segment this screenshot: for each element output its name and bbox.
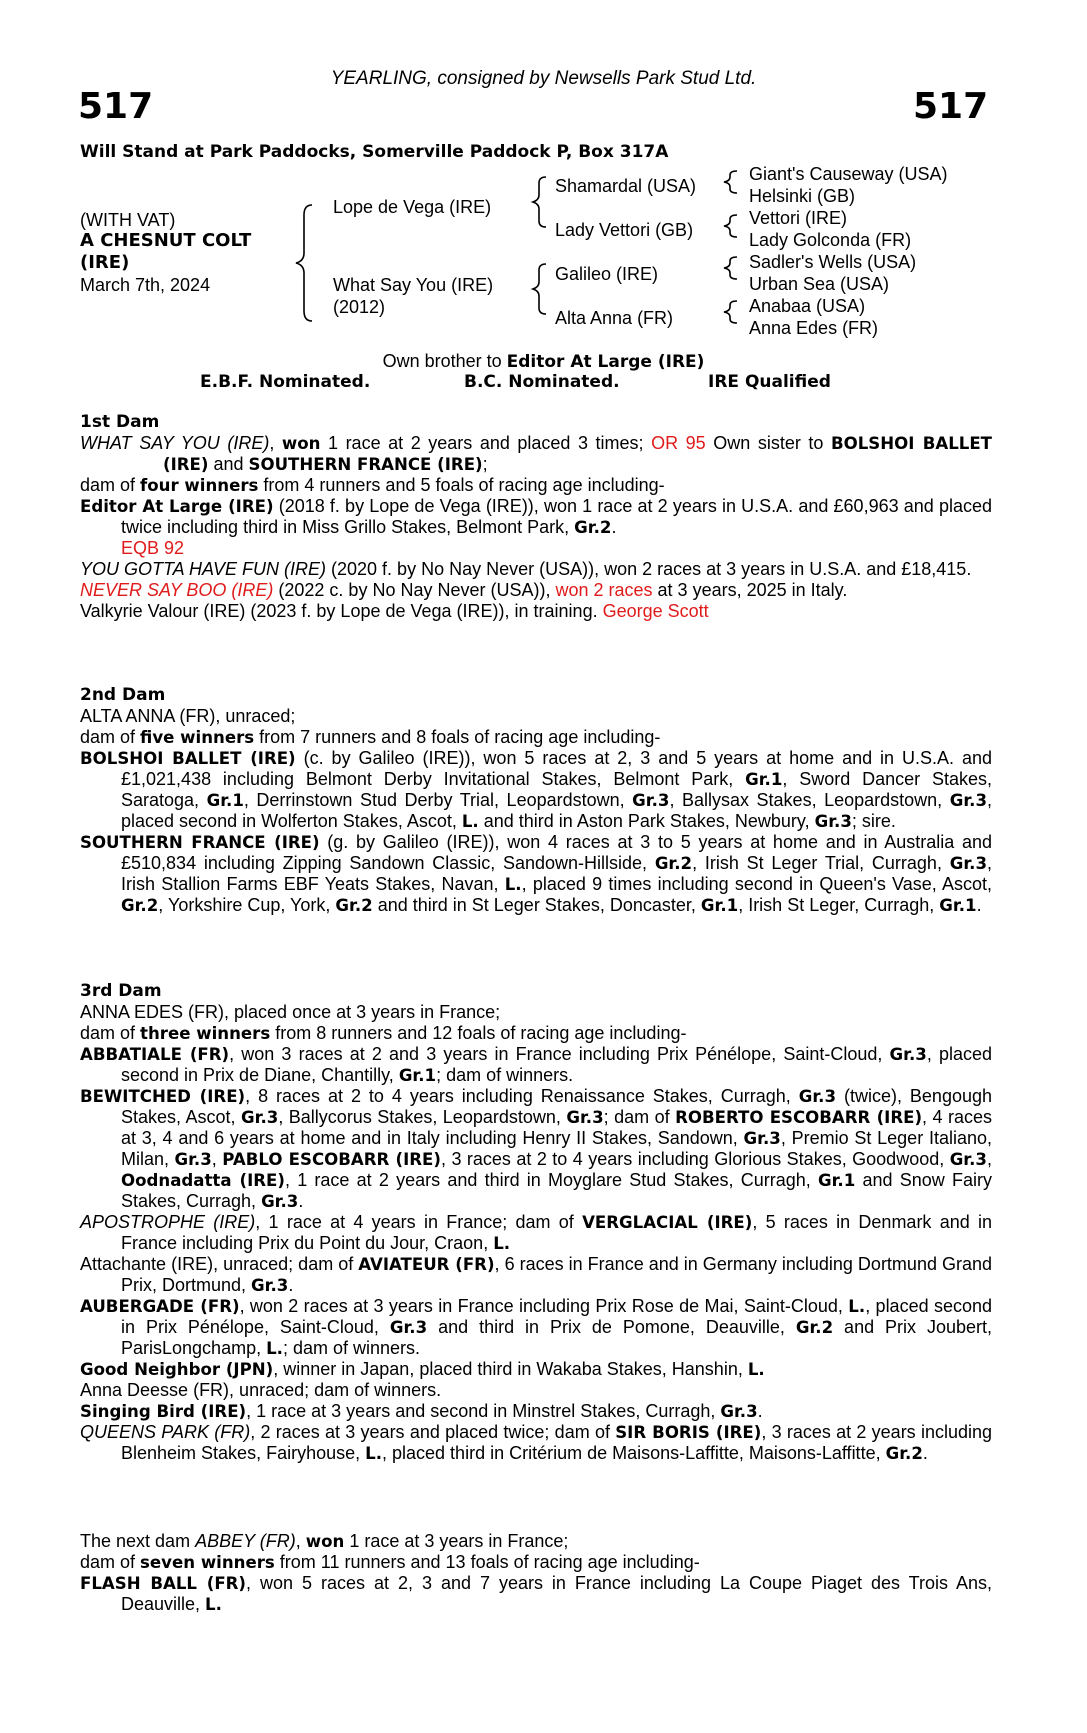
third-dam-offspring-aubergade: AUBERGADE (FR), won 2 races at 3 years in France including Prix Rose de Mai, Saint-Cloud, L., placed second in Prix Pénélope, Saint-Cloud, Gr.3 and third in Prix de Pomone, Deauville, Gr.2 and Prix Joubert, ParisLongchamp, L.; dam of winners. <box>80 1296 993 1358</box>
pedigree-dam-dam: Alta Anna (FR) <box>555 308 674 328</box>
third-dam-record: ANNA EDES (FR), placed once at 3 years in France; <box>80 1002 501 1022</box>
pedigree-ggs-7: Anabaa (USA) <box>749 296 866 316</box>
pedigree-sire: Lope de Vega (IRE) <box>333 197 492 217</box>
second-dam-record: ALTA ANNA (FR), unraced; <box>80 706 296 726</box>
pedigree-dam: What Say You (IRE) <box>333 275 494 295</box>
first-dam-section <box>80 412 992 622</box>
pedigree-dam-year: (2012) <box>333 297 386 317</box>
next-dam-record: The next dam ABBEY (FR), won 1 race at 3 years in France; <box>80 1531 569 1551</box>
vat-note: (WITH VAT) <box>80 210 176 230</box>
bc-nominated: B.C. Nominated. <box>464 372 620 392</box>
second-dam-heading: 2nd Dam <box>80 685 166 705</box>
third-dam-grand-bewitched: BEWITCHED (IRE), 8 races at 2 to 4 years including Renaissance Stakes, Curragh, Gr.3 (twice), Bengough Stakes, Ascot, Gr.3, Ballycorus Stakes, Leopardstown, Gr.3; dam of ROBERTO ESCOBARR (IRE), 4 races at 3, 4 and 6 years at home and in Italy including Henry II Stakes, Sandown, Gr.3, Premio St Leger Italiano, Milan, Gr.3, PABLO ESCOBARR (IRE), 3 races at 2 to 4 years including Glorious Stakes, Goodwood, Gr.3, Oodnadatta (IRE), 1 race at 2 years and third in Moyglare Stud Stakes, Curragh, Gr.1 and Snow Fairy Stakes, Curragh, Gr.3. <box>80 1086 993 1211</box>
third-dam-grand-attachante: Attachante (IRE), unraced; dam of AVIATEUR (FR), 6 races in France and in Germany including Dortmund Grand Prix, Dortmund, Gr.3. <box>80 1254 993 1295</box>
third-dam-heading: 3rd Dam <box>80 981 162 1001</box>
pedigree-ggs-6: Urban Sea (USA) <box>749 274 890 294</box>
pedigree-ggs-1: Giant's Causeway (USA) <box>749 164 948 184</box>
second-dam-offspring-1: BOLSHOI BALLET (IRE) (c. by Galileo (IRE)), won 5 races at 2, 3 and 5 years at home and in U.S.A. and £1,021,438 including Belmont Derby Invitational Stakes, Belmont Park, Gr.1, Sword Dancer Stakes, Saratoga, Gr.1, Derrinstown Stud Derby Trial, Leopardstown, Gr.3, Ballysax Stakes, Leopardstown, Gr.3, placed second in Wolferton Stakes, Ascot, L. and third in Aston Park Stakes, Newbury, Gr.3; sire. <box>80 748 993 831</box>
own-brother-note: Own brother to Editor At Large (IRE) <box>382 351 705 372</box>
pedigree-ggs-5: Sadler's Wells (USA) <box>749 252 917 272</box>
foaling-date: March 7th, 2024 <box>80 275 211 295</box>
pedigree-sire-sire: Shamardal (USA) <box>555 176 697 196</box>
ire-qualified: IRE Qualified <box>708 372 831 392</box>
horse-description: A CHESNUT COLT <box>80 230 252 251</box>
third-dam-grand-apostrophe: APOSTROPHE (IRE), 1 race at 4 years in France; dam of VERGLACIAL (IRE), 5 races in Denmark and in France including Prix du Point du Jour, Craon, L. <box>80 1212 993 1253</box>
third-dam-grand-good-neighbor: Good Neighbor (JPN), winner in Japan, placed third in Wakaba Stakes, Hanshin, L. <box>80 1359 765 1379</box>
first-dam-record: WHAT SAY YOU (IRE), won 1 race at 2 years and placed 3 times; OR 95 Own sister to BOLSHOI BALLET (IRE) and SOUTHERN FRANCE (IRE); <box>80 433 993 474</box>
first-dam-produce-summary: dam of four winners from 4 runners and 5 foals of racing age including- <box>80 475 665 495</box>
next-dam-produce-summary: dam of seven winners from 11 runners and 13 foals of racing age including- <box>80 1552 700 1572</box>
third-dam-offspring-abbatiale: ABBATIALE (FR), won 3 races at 2 and 3 years in France including Prix Pénélope, Saint-Cloud, Gr.3, placed second in Prix de Diane, Chantilly, Gr.1; dam of winners. <box>80 1044 992 1085</box>
first-dam-offspring-4: Valkyrie Valour (IRE) (2023 f. by Lope de Vega (IRE)), in training. George Scott <box>80 601 709 621</box>
horse-breed: (IRE) <box>80 252 130 273</box>
pedigree-ggs-3: Vettori (IRE) <box>749 208 848 228</box>
pedigree-ggs-4: Lady Golconda (FR) <box>749 230 912 250</box>
next-dam-offspring-flash-ball: FLASH BALL (FR), won 5 races at 2, 3 and 7 years in France including La Coupe Piaget des Trois Ans, Deauville, L. <box>80 1573 992 1614</box>
pedigree-ggs-8: Anna Edes (FR) <box>749 318 879 338</box>
pedigree-sire-dam: Lady Vettori (GB) <box>555 220 694 240</box>
consignment-line: YEARLING, consigned by Newsells Park Stud Ltd. <box>330 68 757 89</box>
third-dam-grand-queens-park: QUEENS PARK (FR), 2 races at 3 years and placed twice; dam of SIR BORIS (IRE), 3 races at 2 years including Blenheim Stakes, Fairyhouse, L., placed third in Critérium de Maisons-Laffitte, Maisons-Laffitte, Gr.2. <box>80 1422 992 1463</box>
next-dam-section <box>80 1531 992 1615</box>
third-dam-section <box>80 981 992 1464</box>
first-dam-offspring-2: YOU GOTTA HAVE FUN (IRE) (2020 f. by No Nay Never (USA)), won 2 races at 3 years in U.S.A. and £18,415. <box>80 559 972 579</box>
stand-location: Will Stand at Park Paddocks, Somerville Paddock P, Box 317A <box>80 142 669 162</box>
second-dam-offspring-2: SOUTHERN FRANCE (IRE) (g. by Galileo (IRE)), won 4 races at 3 to 5 years at home and in Australia and £510,834 including Zipping Sandown Classic, Sandown-Hillside, Gr.2, Irish St Leger Trial, Curragh, Gr.3, Irish Stallion Farms EBF Yeats Stakes, Navan, L., placed 9 times including second in Queen's Vase, Ascot, Gr.2, Yorkshire Cup, York, Gr.2 and third in St Leger Stakes, Doncaster, Gr.1, Irish St Leger, Curragh, Gr.1. <box>80 832 993 915</box>
ebf-nominated: E.B.F. Nominated. <box>200 372 371 392</box>
second-dam-produce-summary: dam of five winners from 7 runners and 8 foals of racing age including- <box>80 727 661 747</box>
pedigree-dam-sire: Galileo (IRE) <box>555 264 659 284</box>
first-dam-offspring-1: Editor At Large (IRE) (2018 f. by Lope de Vega (IRE)), won 1 race at 2 years in U.S.A. and £60,963 and placed twice including third in Miss Grillo Stakes, Belmont Park, Gr.2. EQB 92 <box>80 496 992 558</box>
lot-number-left: 517 <box>78 86 154 127</box>
first-dam-offspring-3: NEVER SAY BOO (IRE) (2022 c. by No Nay Never (USA)), won 2 races at 3 years, 2025 in Italy. <box>80 580 848 600</box>
third-dam-grand-singing-bird: Singing Bird (IRE), 1 race at 3 years and second in Minstrel Stakes, Curragh, Gr.3. <box>80 1401 763 1421</box>
third-dam-offspring-anna-deesse: Anna Deesse (FR), unraced; dam of winners. <box>80 1380 442 1400</box>
lot-number-right: 517 <box>913 86 989 127</box>
third-dam-produce-summary: dam of three winners from 8 runners and 12 foals of racing age including- <box>80 1023 687 1043</box>
pedigree-ggs-2: Helsinki (GB) <box>749 186 856 206</box>
second-dam-section <box>80 685 992 916</box>
first-dam-heading: 1st Dam <box>80 412 160 432</box>
